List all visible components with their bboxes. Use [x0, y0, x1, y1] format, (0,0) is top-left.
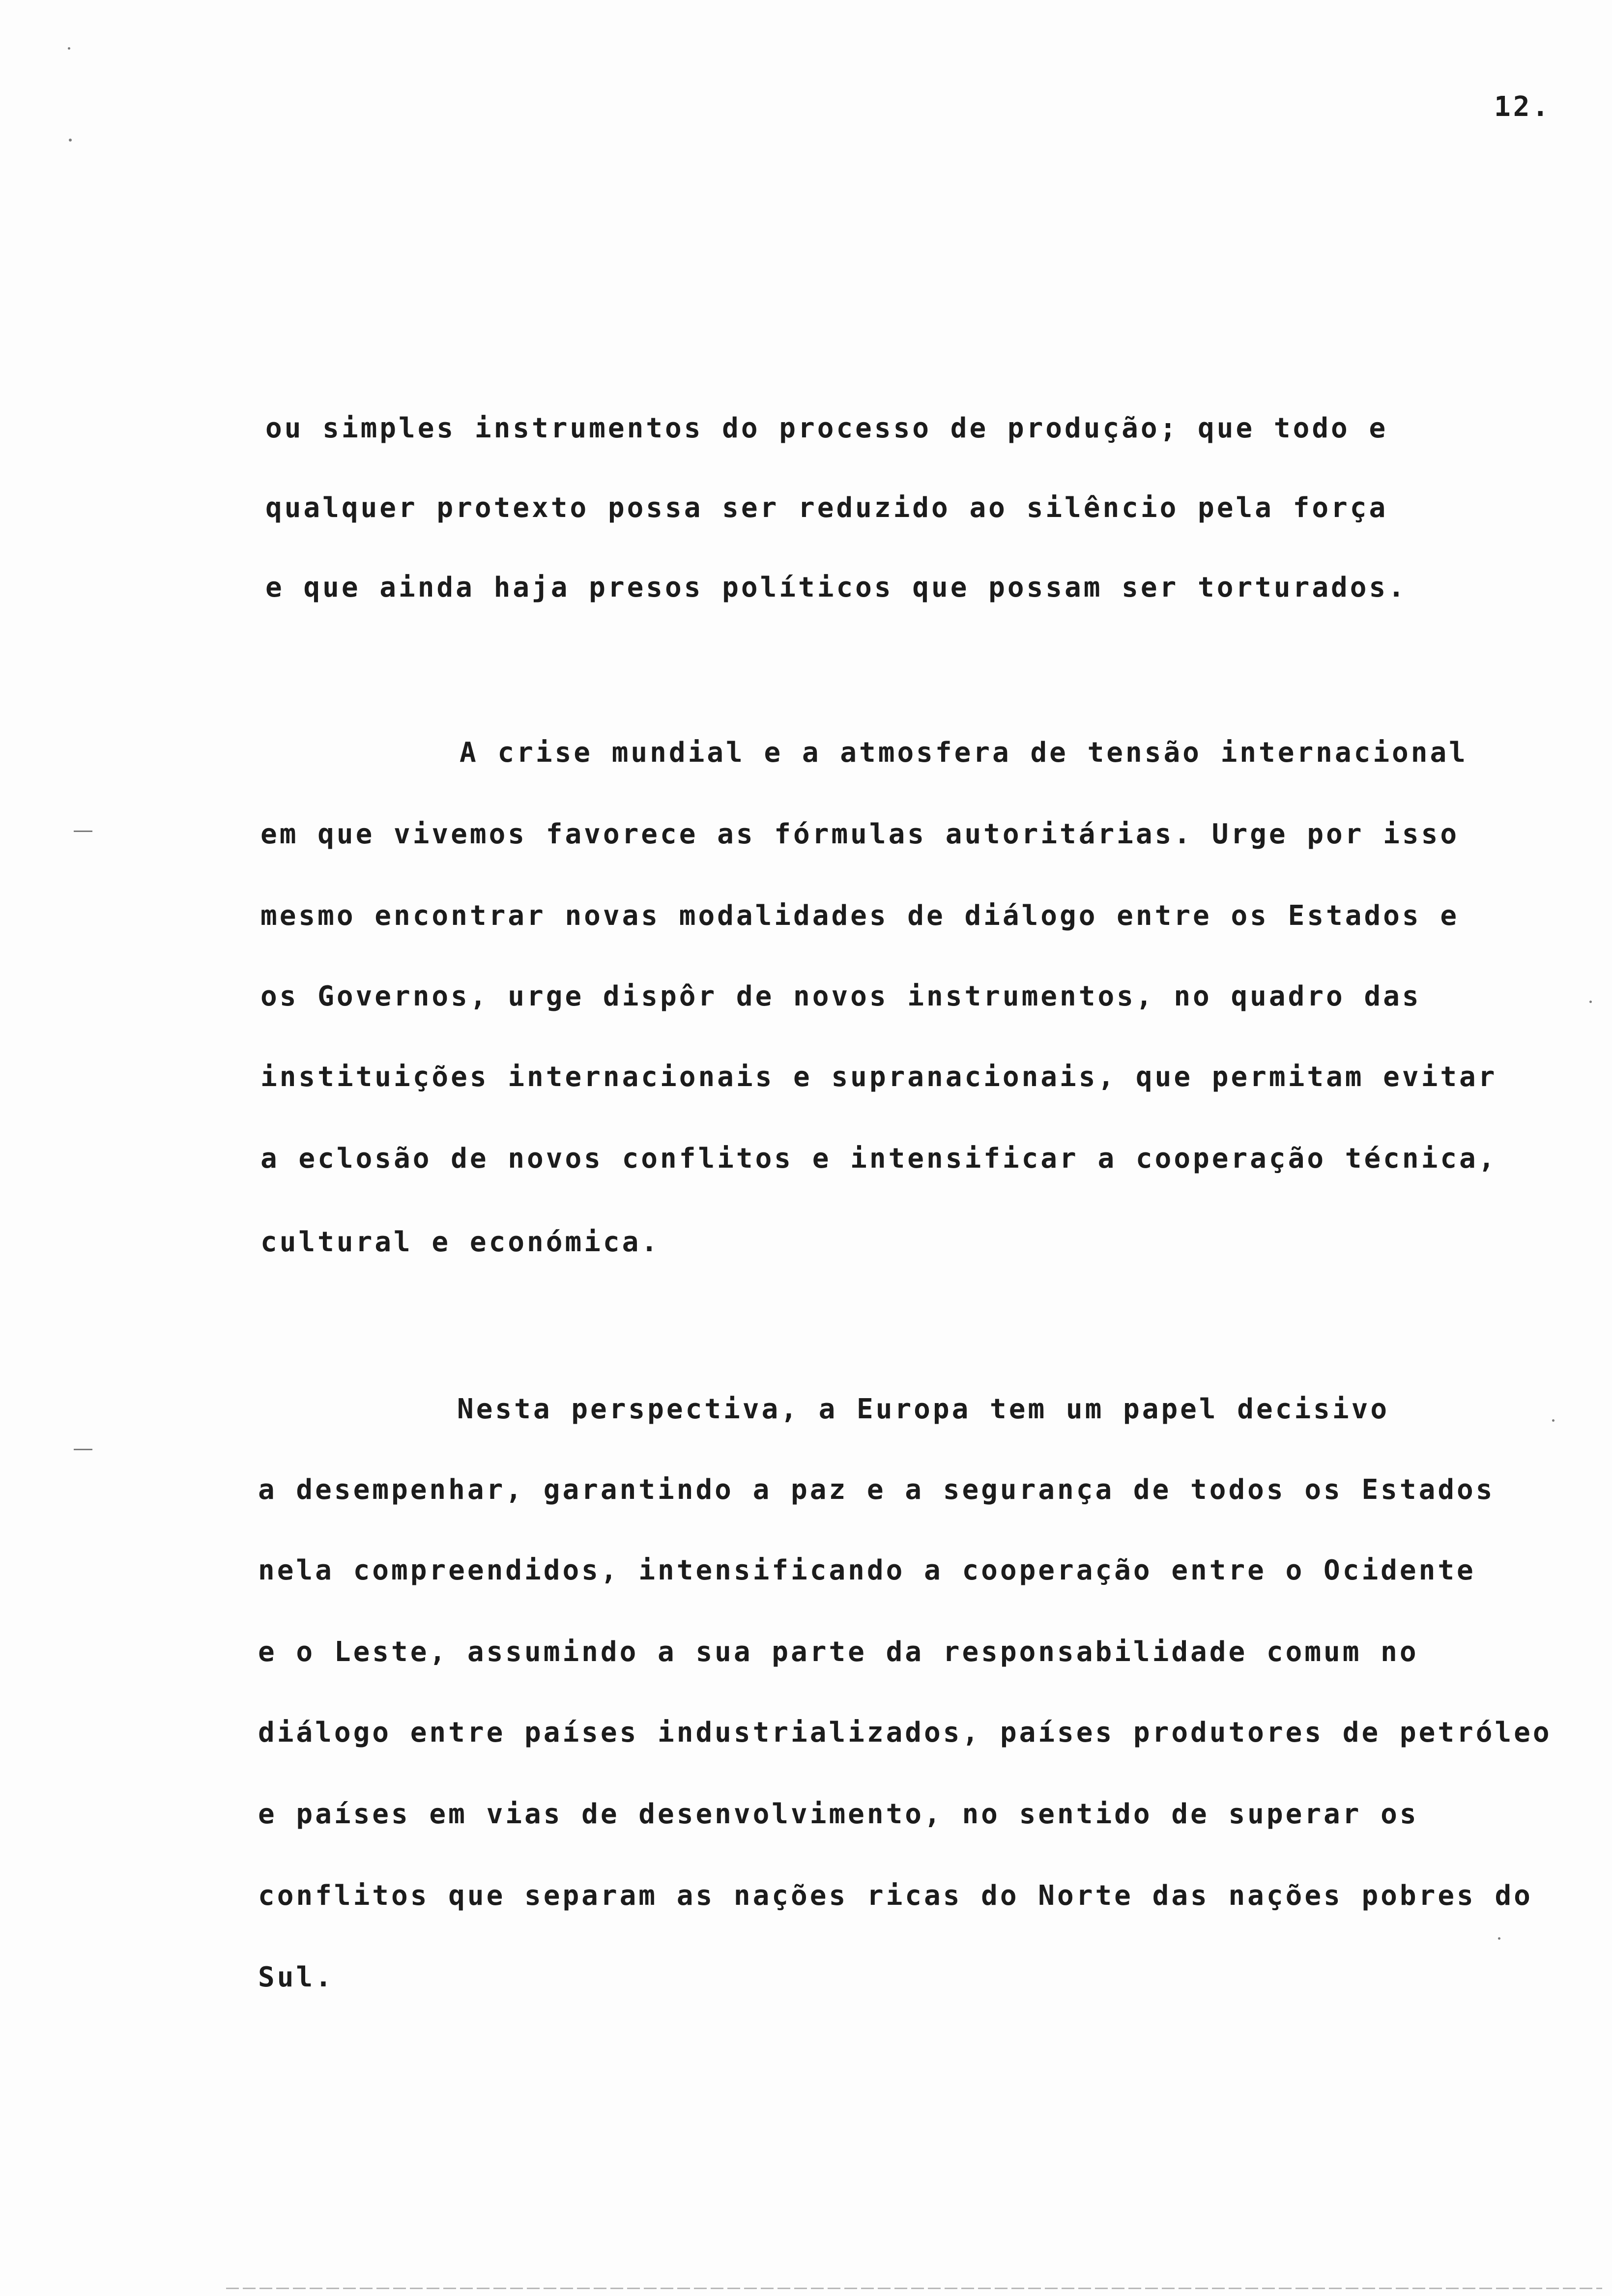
paragraph-2-line-2: em que vivemos favorece as fórmulas autoritárias. Urge por isso: [260, 818, 1460, 850]
margin-tick-mark: [74, 1449, 92, 1450]
scan-speck: [1552, 1419, 1554, 1422]
page-number: 12.: [1494, 91, 1552, 123]
paragraph-3-line-7: conflitos que separam as nações ricas do Norte das nações pobres do: [258, 1880, 1533, 1912]
paragraph-2-line-1: A crise mundial e a atmosfera de tensão internacional: [460, 737, 1468, 769]
paragraph-2-line-6: a eclosão de novos conflitos e intensificar a cooperação técnica,: [260, 1143, 1497, 1175]
paragraph-3-line-5: diálogo entre países industrializados, países produtores de petróleo: [258, 1717, 1552, 1749]
scan-speck: [1498, 1937, 1500, 1940]
paragraph-1-line-3: e que ainda haja presos políticos que possam ser torturados.: [265, 572, 1407, 603]
page-bottom-edge: [226, 2288, 1602, 2289]
paragraph-2-line-3: mesmo encontrar novas modalidades de diálogo entre os Estados e: [260, 900, 1460, 932]
scan-speck: [68, 47, 70, 50]
scan-speck: [1589, 1001, 1592, 1003]
paragraph-3-line-8: Sul.: [258, 1961, 334, 1993]
paragraph-2-line-4: os Governos, urge dispôr de novos instrumentos, no quadro das: [260, 980, 1421, 1012]
paragraph-2-line-5: instituições internacionais e supranacionais, que permitam evitar: [260, 1061, 1497, 1093]
paragraph-3-line-1: Nesta perspectiva, a Europa tem um papel decisivo: [457, 1393, 1390, 1425]
margin-tick-mark: [74, 831, 92, 832]
paragraph-3-line-2: a desempenhar, garantindo a paz e a segurança de todos os Estados: [258, 1474, 1495, 1506]
paragraph-3-line-3: nela compreendidos, intensificando a cooperação entre o Ocidente: [258, 1554, 1476, 1586]
paragraph-1-line-2: qualquer protexto possa ser reduzido ao silêncio pela força: [265, 492, 1388, 524]
scan-speck: [69, 139, 72, 142]
paragraph-3-line-4: e o Leste, assumindo a sua parte da responsabilidade comum no: [258, 1636, 1419, 1668]
paragraph-3-line-6: e países em vias de desenvolvimento, no sentido de superar os: [258, 1798, 1419, 1830]
paragraph-2-line-7: cultural e económica.: [260, 1226, 661, 1258]
paragraph-1-line-1: ou simples instrumentos do processo de produção; que todo e: [265, 412, 1388, 444]
